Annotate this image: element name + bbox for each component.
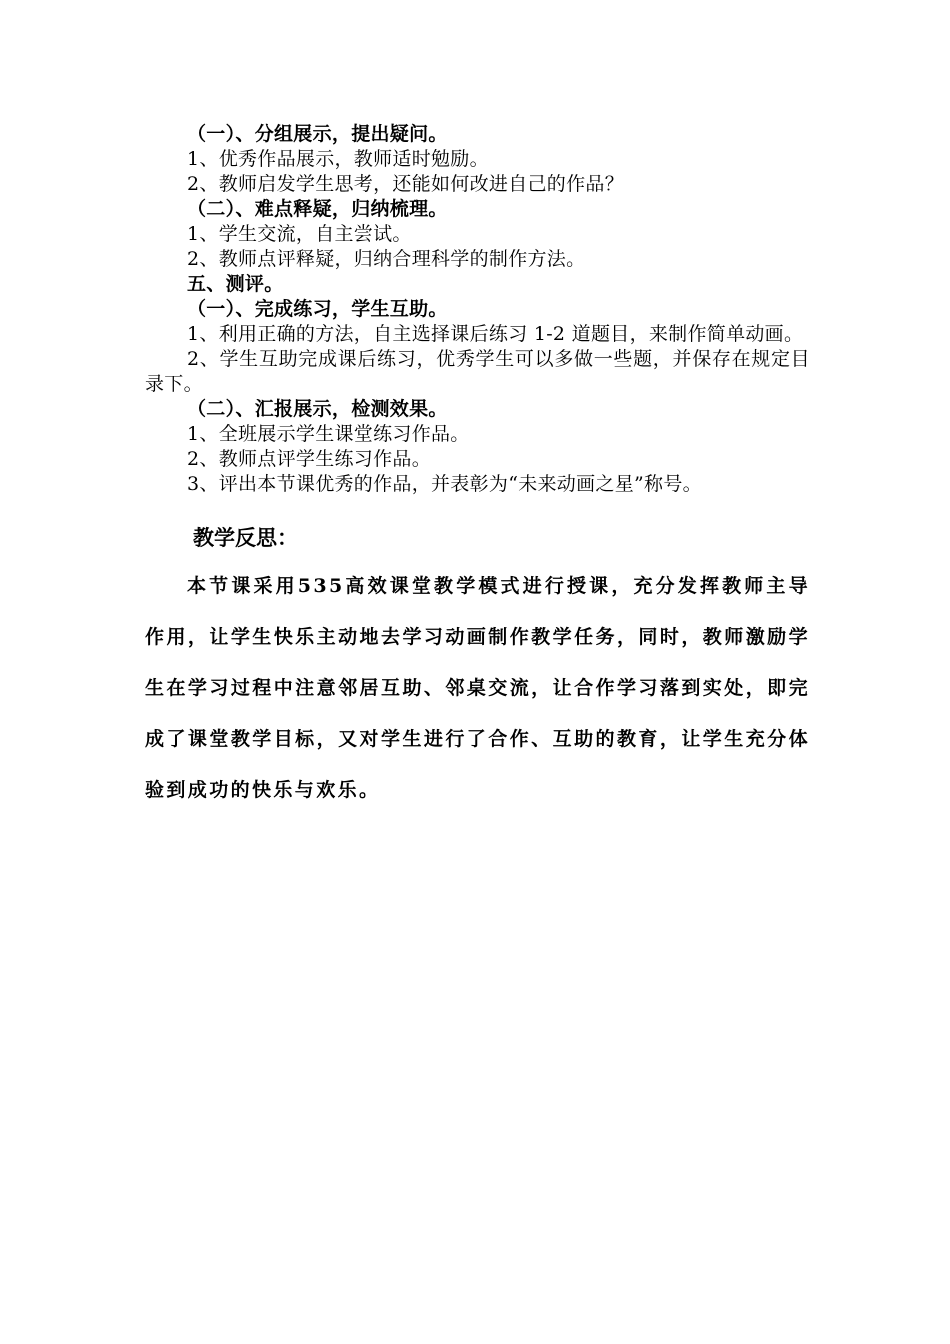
list-item: 2、教师启发学生思考，还能如何改进自己的作品？ (187, 173, 624, 195)
list-item: 2、教师点评释疑，归纳合理科学的制作方法。 (187, 248, 586, 270)
section5-heading: 五、测评。 (187, 273, 284, 295)
section4-part1-heading: （一）、分组展示，提出疑问。 (187, 123, 448, 145)
section4-part2-heading: （二）、难点释疑，归纳梳理。 (187, 198, 448, 220)
list-item: 1、利用正确的方法，自主选择课后练习 1-2 道题目，来制作简单动画。 (187, 323, 804, 345)
reflection-body: 本节课采用535高效课堂教学模式进行授课，充分发挥教师主导作用，让学生快乐主动地去学习动画制作教学任务，同时，教师激励学生在学习过程中注意邻居互助、邻桌交流，让合作学习落到实处，即完成了课堂教学目标，又对学生进行了合作、互助的教育，让学生充分体验到成功的快乐与欢乐。 (145, 575, 810, 801)
list-item: 2、学生互助完成课后练习，优秀学生可以多做一些题，并保存在规定目录下。 (145, 348, 810, 395)
document-content (145, 122, 810, 816)
list-item: 3、评出本节课优秀的作品，并表彰为“未来动画之星”称号。 (187, 473, 702, 495)
list-item: 2、教师点评学生练习作品。 (187, 448, 431, 470)
section5-part1-heading: （一）、完成练习，学生互助。 (187, 298, 448, 320)
list-item: 1、优秀作品展示，教师适时勉励。 (187, 148, 489, 170)
list-item: 1、全班展示学生课堂练习作品。 (187, 423, 470, 445)
list-item: 1、学生交流，自主尝试。 (187, 223, 412, 245)
reflection-title: 教学反思： (193, 526, 298, 550)
section5-part2-heading: （二）、汇报展示，检测效果。 (187, 398, 448, 420)
